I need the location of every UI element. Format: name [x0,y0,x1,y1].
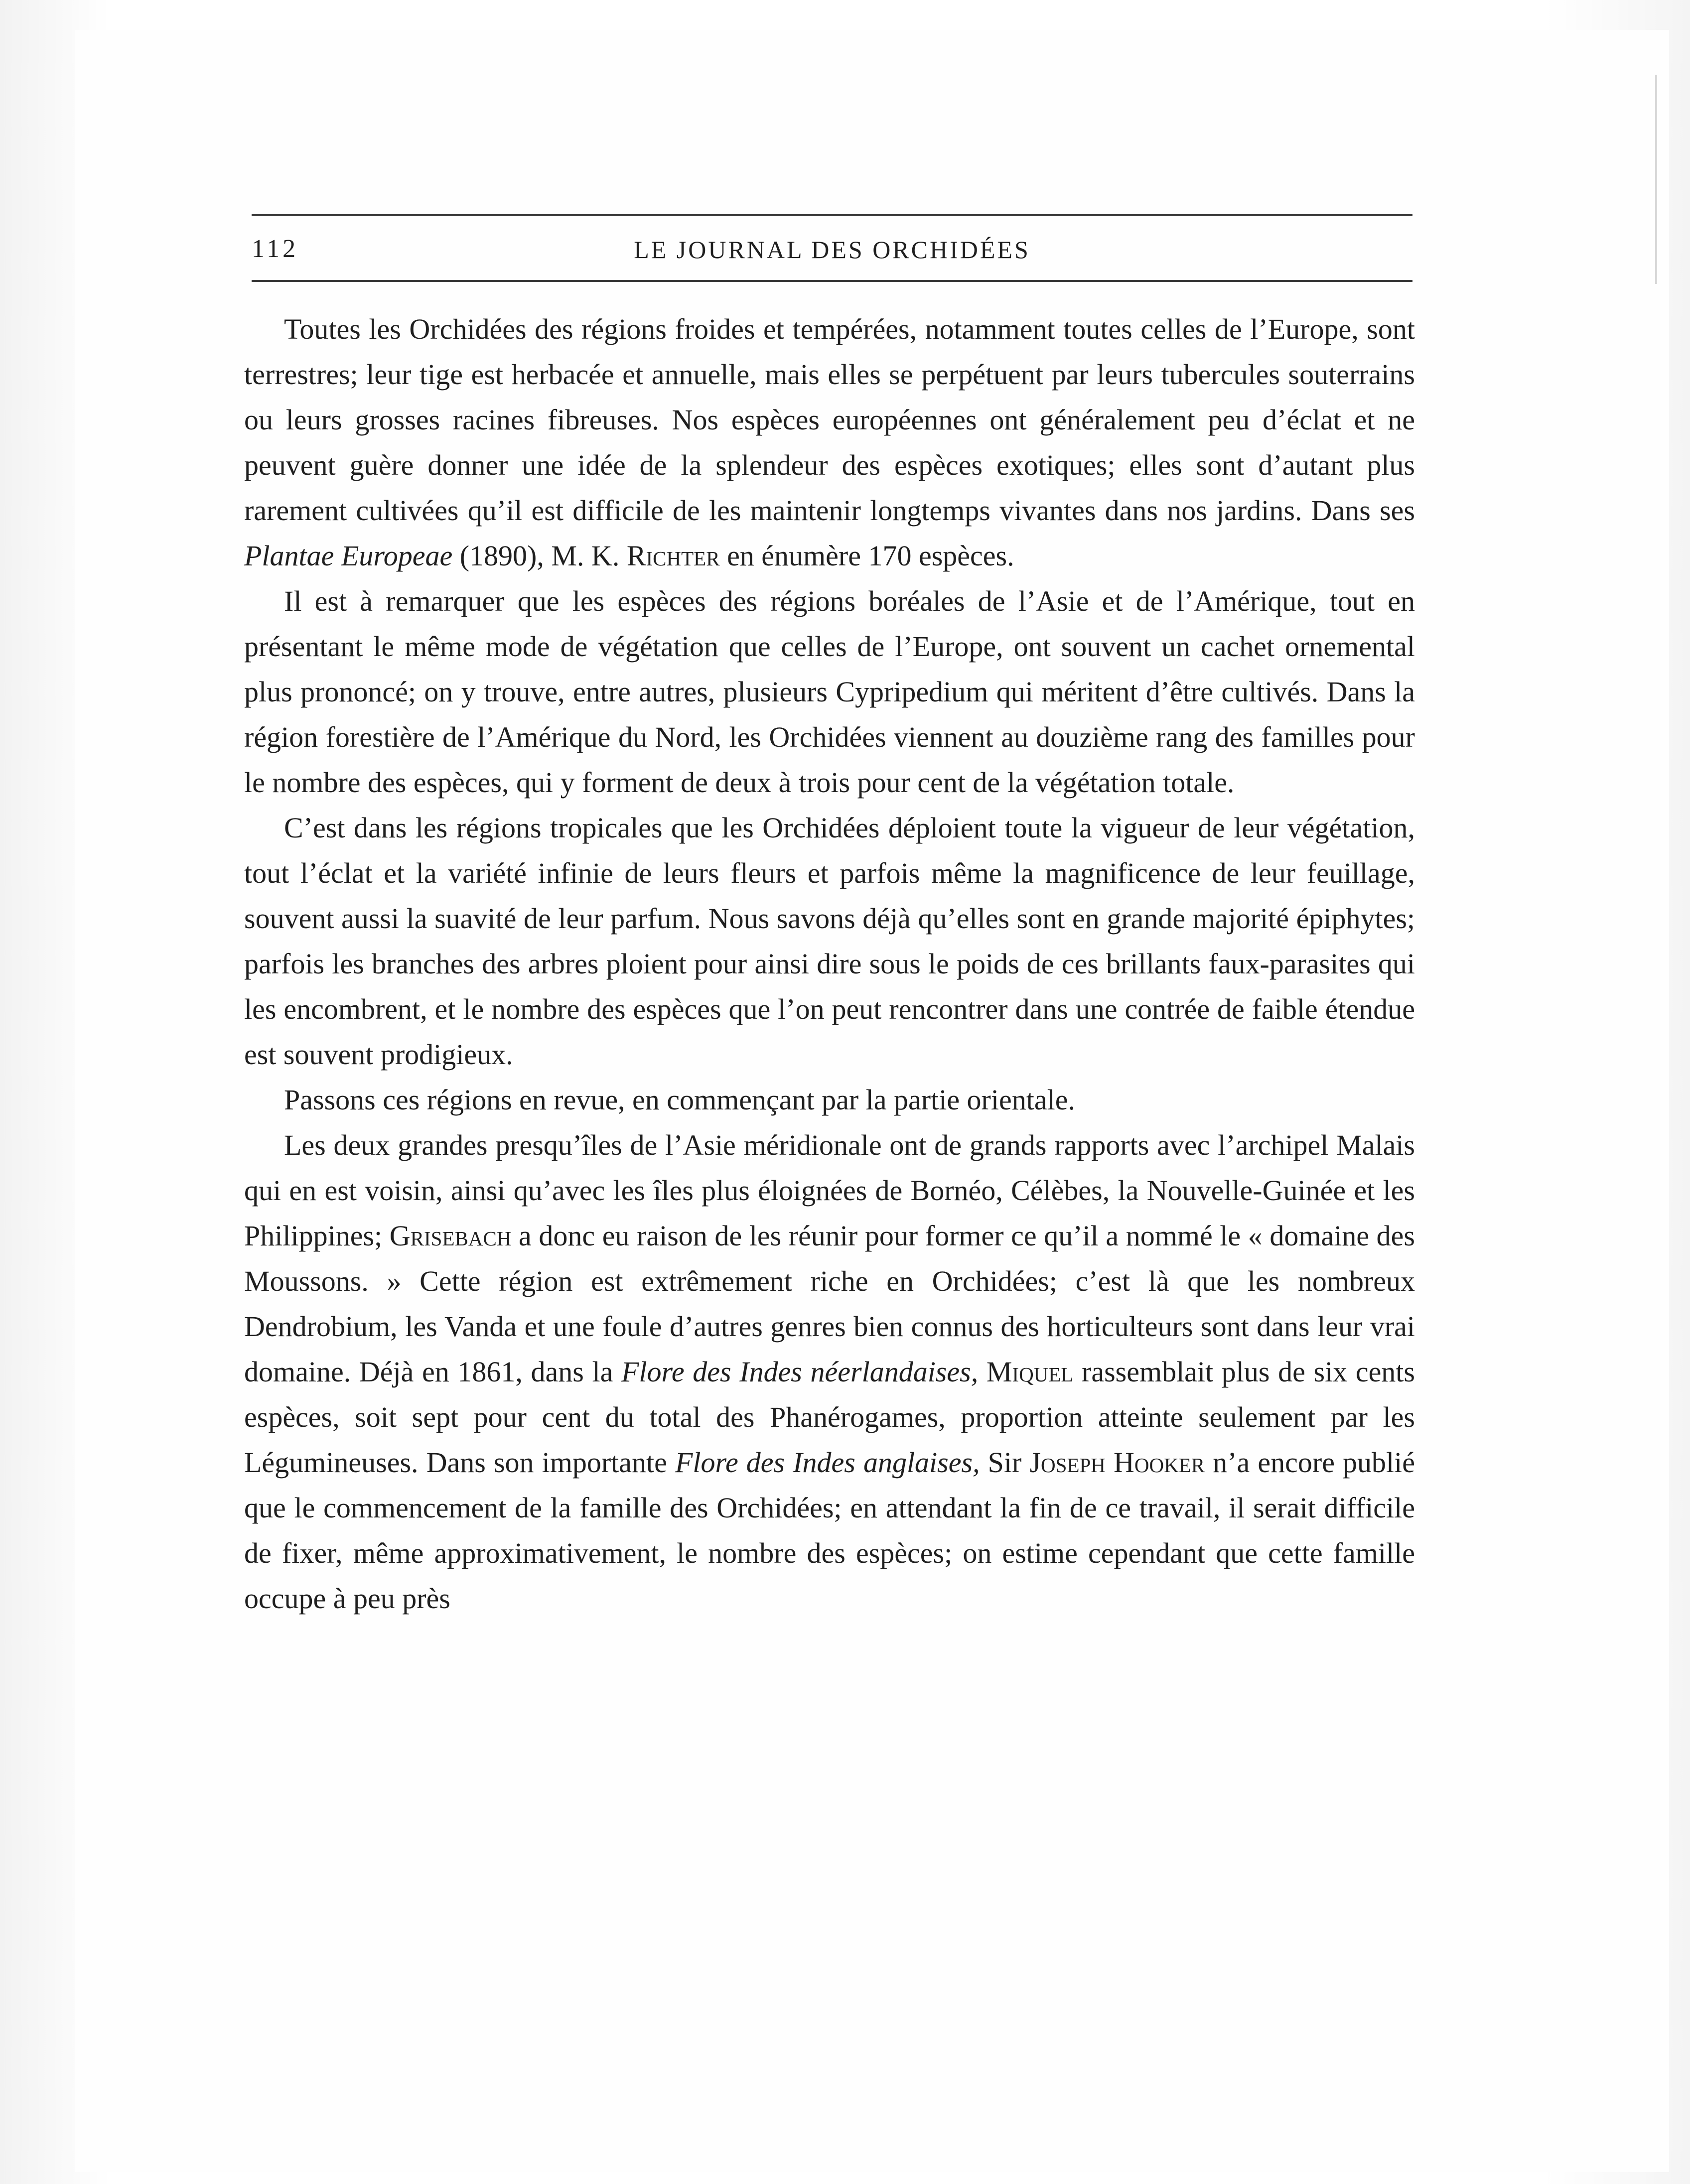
page-number: 112 [252,235,299,263]
running-title: LE JOURNAL DES ORCHIDÉES [634,236,1030,264]
author-name: Miquel [986,1356,1074,1388]
text-run: (1890), M. K. [452,540,627,572]
paragraph [244,306,1415,578]
paragraph [244,1077,1415,1122]
page-header [252,214,1412,284]
header-rule-bottom [252,280,1412,282]
header-rule-top [252,214,1412,216]
italic-title: Flore des Indes néerlandaises, [621,1356,979,1388]
italic-title: Plantae Europeae [244,540,453,572]
text-run: n’a encore publié que le commencement de la famille des Orchidées; en attendant la fin de ce travail, il serait difficile de fixer, même approximativement, le nombre des espèces; on estime cependant que cette famille occupe à peu près [244,1446,1415,1615]
text-run: C’est dans les régions tropicales que les Orchidées déploient toute la vigueur de leur végétation, tout l’éclat et la variété infinie de leurs fleurs et parfois même la magnificence de leur feuillage, souvent aussi la suavité de leur parfum. Nous savons déjà qu’elles sont en grande majorité épiphytes; parfois les branches des arbres ploient pour ainsi dire sous le poids de ces brillants faux-parasites qui les encombrent, et le nombre des espèces que l’on peut rencontrer dans une contrée de faible étendue est souvent prodigieux. [244,812,1415,1071]
text-run: en énumère 170 espèces. [719,540,1014,572]
text-run: Toutes les Orchidées des régions froides et tempérées, notamment toutes celles de l’Europe, sont terrestres; leur tige est herbacée et annuelle, mais elles se perpétuent par leurs tubercules souterrains ou leurs grosses racines fibreuses. Nos espèces européennes ont généralement peu d’éclat et ne peuvent guère donner une idée de la splendeur des espèces exotiques; elles sont d’autant plus rarement cultivées qu’il est difficile de les maintenir longtemps vivantes dans nos jardins. Dans ses [244,313,1415,527]
text-run [978,1356,986,1388]
author-name: Grisebach [389,1220,512,1252]
page-edge-shadow [1655,75,1657,284]
paragraph [244,1122,1415,1621]
text-run: rassemblait plus de six cents espèces, soit sept pour cent du total des Phanérogames, proportion atteinte seulement par les Légumineuses. Dans son importante [244,1356,1415,1479]
text-run: Il est à remarquer que les espèces des régions boréales de l’Asie et de l’Amérique, tout en présentant le même mode de végétation que celles de l’Europe, ont souvent un cachet ornemental plus prononcé; on y trouve, entre autres, plusieurs Cypripedium qui méritent d’être cultivés. Dans la région forestière de l’Amérique du Nord, les Orchidées viennent au douzième rang des familles pour le nombre des espèces, qui y forment de deux à trois pour cent de la végétation totale. [244,585,1415,799]
author-name: Joseph Hooker [1029,1446,1205,1479]
text-run: a donc eu raison de les réunir pour former ce qu’il a nommé le « domaine des Moussons. » Cette région est extrêmement riche en Orchidées; c’est là que les nombreux Dendrobium, les Vanda et une foule d’autres genres bien connus des horticulteurs sont dans leur vrai domaine. Déjà en 1861, dans la [244,1220,1415,1388]
author-name: Richter [626,540,720,572]
body-text [244,306,1415,1621]
text-run: Passons ces régions en revue, en commençant par la partie orientale. [284,1084,1075,1116]
text-run: Sir [980,1446,1030,1479]
paragraph [244,578,1415,805]
paragraph [244,805,1415,1077]
italic-title: Flore des Indes anglaises, [675,1446,980,1479]
text-run: Les deux grandes presqu’îles de l’Asie méridionale ont de grands rapports avec l’archipel Malais qui en est voisin, ainsi qu’avec les îles plus éloignées de Bornéo, Célèbes, la Nouvelle-Guinée et les Philippines; [244,1129,1415,1252]
